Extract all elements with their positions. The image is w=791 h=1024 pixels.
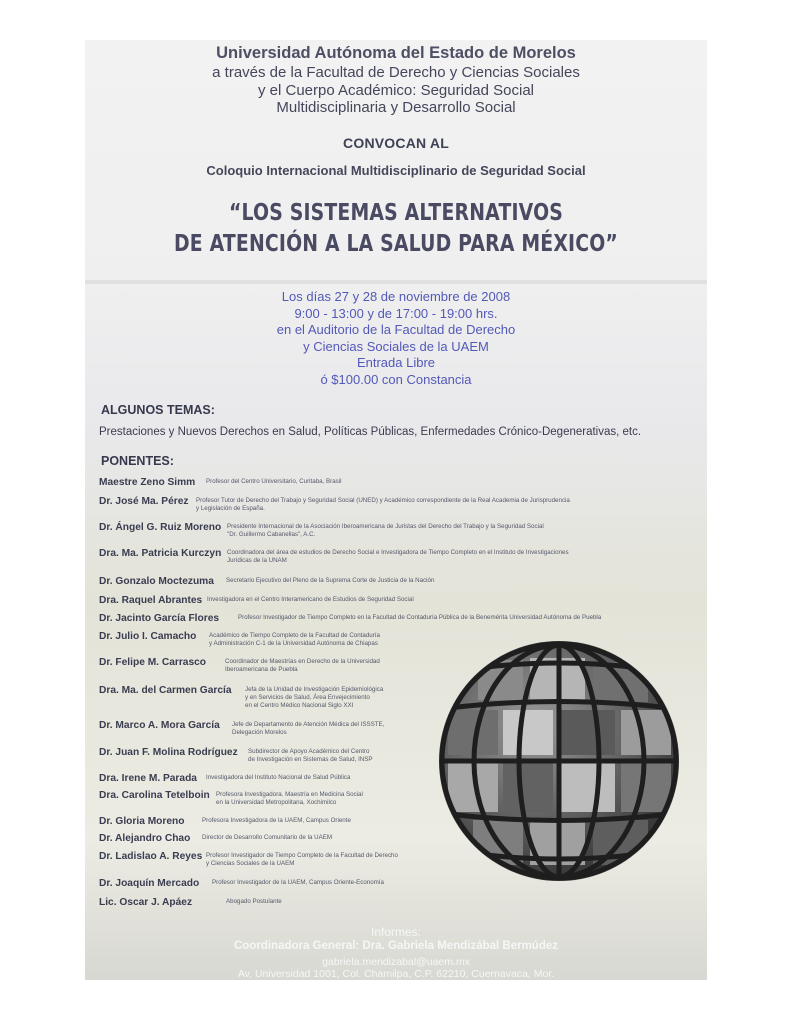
speaker-name: Dr. Jacinto García Flores	[99, 613, 220, 624]
speaker-desc	[206, 478, 342, 486]
speaker-name: Dra. Carolina Tetelboin	[99, 790, 210, 801]
university-name: Universidad Autónoma del Estado de Morelos	[216, 44, 576, 62]
speaker-desc	[212, 879, 384, 887]
speaker-name: Dr. Felipe M. Carrasco	[99, 657, 207, 668]
speaker-desc-line: Profesor Investigador de Tiempo Completo en la Facultad de Contaduría Pública de la Benemérita Universidad Autónoma de Puebla	[238, 614, 602, 621]
globe-collage-image	[438, 640, 680, 882]
speaker-name: Dr. Julio I. Camacho	[99, 631, 197, 642]
event-title-line: DE ATENCIÓN A LA SALUD PARA MÉXICO”	[173, 231, 619, 257]
speaker-name: Dr. Juan F. Molina Rodríguez	[99, 747, 238, 758]
event-entry: Entrada Libre	[356, 355, 436, 370]
speaker-name: Dr. Marco A. Mora García	[99, 720, 220, 731]
speaker-desc-line: Secretario Ejecutivo del Pleno de la Suprema Corte de Justicia de la Nación	[226, 577, 435, 584]
speaker-name: Maestre Zeno Simm	[99, 477, 196, 488]
informes-heading: Informes:	[370, 925, 421, 939]
speaker-desc-line: de Investigación en Sistemas de Salud, INSP	[248, 756, 373, 764]
speaker-desc	[209, 632, 380, 648]
event-date: Los días 27 y 28 de noviembre de 2008	[281, 289, 511, 304]
event-hours: 9:00 - 13:00 y de 17:00 - 19:00 hrs.	[294, 305, 498, 321]
divider	[85, 280, 707, 284]
speaker-desc-line: Profesor Investigador de Tiempo Completo de la Facultad de Derecho	[206, 852, 398, 859]
globe-icon	[438, 640, 680, 882]
speaker-desc-line: Presidente Internacional de la Asociación Iberoamericana de Juristas del Derecho del Trabajo y la Seguridad Social	[227, 523, 544, 530]
speaker-desc-line: Subdirector de Apoyo Académico del Centro	[248, 748, 370, 755]
informes-contact: gabriela.mendizabal@uaem.mx	[322, 956, 470, 968]
organizers-text	[85, 64, 707, 117]
speaker-desc	[206, 774, 350, 782]
speaker-desc-line: y Ciencias Sociales de la UAEM	[206, 860, 295, 868]
speaker-desc	[206, 852, 398, 868]
speaker-desc-line: Jurídicas de la UNAM	[227, 557, 287, 565]
speaker-desc-line: Jefa de la Unidad de Investigación Epidemiológica	[245, 686, 384, 693]
speaker-name: Dr. Ladislao A. Reyes	[99, 851, 203, 862]
speaker-desc-line: Profesor del Centro Universitario, Curitaba, Brasil	[206, 478, 342, 485]
event-venue-2: y Ciencias Sociales de la UAEM	[303, 338, 489, 354]
speaker-desc-line: Profesor Investigador de la UAEM, Campus Oriente-Economía	[212, 879, 384, 886]
speaker-desc-line: Académico de Tiempo Completo de la Facultad de Contaduría	[209, 632, 380, 639]
speaker-desc	[207, 596, 414, 604]
speaker-desc-line: en la Universidad Metropolitana, Xochimilco	[216, 799, 337, 807]
speaker-desc-line: Delegación Morelos	[232, 729, 287, 737]
speaker-desc	[232, 721, 384, 737]
speaker-desc-line: Profesora Investigadora de la UAEM, Campus Oriente	[202, 817, 351, 824]
speaker-desc-line: Investigadora en el Centro Interamericano de Estudios de Seguridad Social	[207, 596, 414, 603]
speaker-name: Dra. Ma. Patricia Kurczyn	[99, 548, 222, 559]
speaker-desc-line: Profesora Investigadora. Maestría en Medicina Social	[216, 791, 363, 798]
speaker-name: Dra. Raquel Abrantes	[99, 595, 203, 606]
speaker-desc	[245, 686, 383, 711]
temas-text: Prestaciones y Nuevos Derechos en Salud, Políticas Públicas, Enfermedades Crónico-Degenerativas, etc.	[99, 426, 642, 438]
speaker-name: Dr. Gloria Moreno	[99, 816, 185, 827]
speaker-name: Dr. José Ma. Pérez	[99, 496, 189, 507]
event-price: ó $100.00 con Constancia	[320, 371, 472, 387]
speaker-desc	[226, 577, 434, 585]
temas-heading: ALGUNOS TEMAS:	[101, 403, 215, 417]
speaker-name: Dr. Alejandro Chao	[99, 833, 191, 844]
speaker-desc	[216, 791, 363, 807]
speaker-name: Dr. Gonzalo Moctezuma	[99, 576, 214, 587]
event-details	[85, 289, 707, 388]
speaker-desc-line: Jefe de Departamento de Atención Médica del ISSSTE,	[232, 721, 385, 728]
event-venue: en el Auditorio de la Facultad de Derecho	[276, 322, 516, 337]
organizer-line: Multidisciplinaria y Desarrollo Social	[276, 99, 516, 116]
speaker-desc	[202, 817, 351, 825]
speaker-desc-line: Coordinadora del área de estudios de Derecho Social e Investigadora de Tiempo Completo en el Instituto de Investigaciones	[227, 549, 569, 556]
speaker-desc	[227, 523, 544, 539]
speaker-desc-line: Profesor Tutor de Derecho del Trabajo y Seguridad Social (UNED) y Académico correspondiente de la Real Academia de Jurisprudencia	[196, 497, 570, 504]
coloquio-name: Coloquio Internacional Multidisciplinario de Seguridad Social	[206, 163, 586, 178]
organizer-line: a través de la Facultad de Derecho y Ciencias Sociales	[212, 64, 580, 81]
informes-coordinadora: Coordinadora General: Dra. Gabriela Mendizábal Bermúdez	[234, 940, 558, 952]
speaker-desc	[226, 898, 282, 906]
convocan-heading: CONVOCAN AL	[343, 135, 449, 151]
speaker-name: Lic. Oscar J. Apáez	[99, 897, 193, 908]
speaker-desc-line: y en Servicios de Salud, Área Envejecimiento	[245, 694, 370, 702]
speaker-desc-line: y Legislación de España.	[196, 505, 265, 513]
speaker-name: Dr. Joaquín Mercado	[99, 878, 200, 889]
speaker-desc-line: y Administración C-1 de la Universidad Autónoma de Chiapas	[209, 640, 378, 648]
speaker-desc-line: en el Centro Médico Nacional Siglo XXI	[245, 702, 354, 710]
speaker-desc-line: Iberoamericana de Puebla	[225, 666, 298, 674]
speaker-desc	[202, 834, 332, 842]
informes-address: Av. Universidad 1001, Col. Chamilpa, C.P. 62210, Cuernavaca, Mor.	[237, 968, 555, 980]
speaker-desc	[227, 549, 569, 565]
poster	[85, 40, 707, 980]
speaker-name: Dr. Ángel G. Ruiz Moreno	[99, 522, 222, 533]
speaker-desc-line: Investigadora del Instituto Nacional de Salud Pública	[206, 774, 351, 781]
speaker-name: Dra. Irene M. Parada	[99, 773, 197, 784]
speaker-name: Dra. Ma. del Carmen García	[99, 685, 232, 696]
speaker-desc	[248, 748, 373, 764]
organizer-line: y el Cuerpo Académico: Seguridad Social	[258, 81, 534, 99]
speaker-desc	[196, 497, 570, 513]
speaker-desc-line: Director de Desarrollo Comunitario de la UAEM	[202, 834, 332, 841]
event-title	[141, 198, 651, 260]
speaker-desc	[225, 658, 380, 674]
speaker-desc	[238, 614, 601, 622]
speaker-desc-line: Coordinador de Maestrías en Derecho de la Universidad	[225, 658, 380, 665]
speaker-desc-line: Abogado Postulante	[226, 898, 282, 905]
event-title-line: “LOS SISTEMAS ALTERNATIVOS	[228, 200, 564, 226]
speaker-desc-line: "Dr. Guillermo Cabanellas", A.C.	[227, 531, 316, 539]
ponentes-heading: PONENTES:	[101, 454, 174, 468]
